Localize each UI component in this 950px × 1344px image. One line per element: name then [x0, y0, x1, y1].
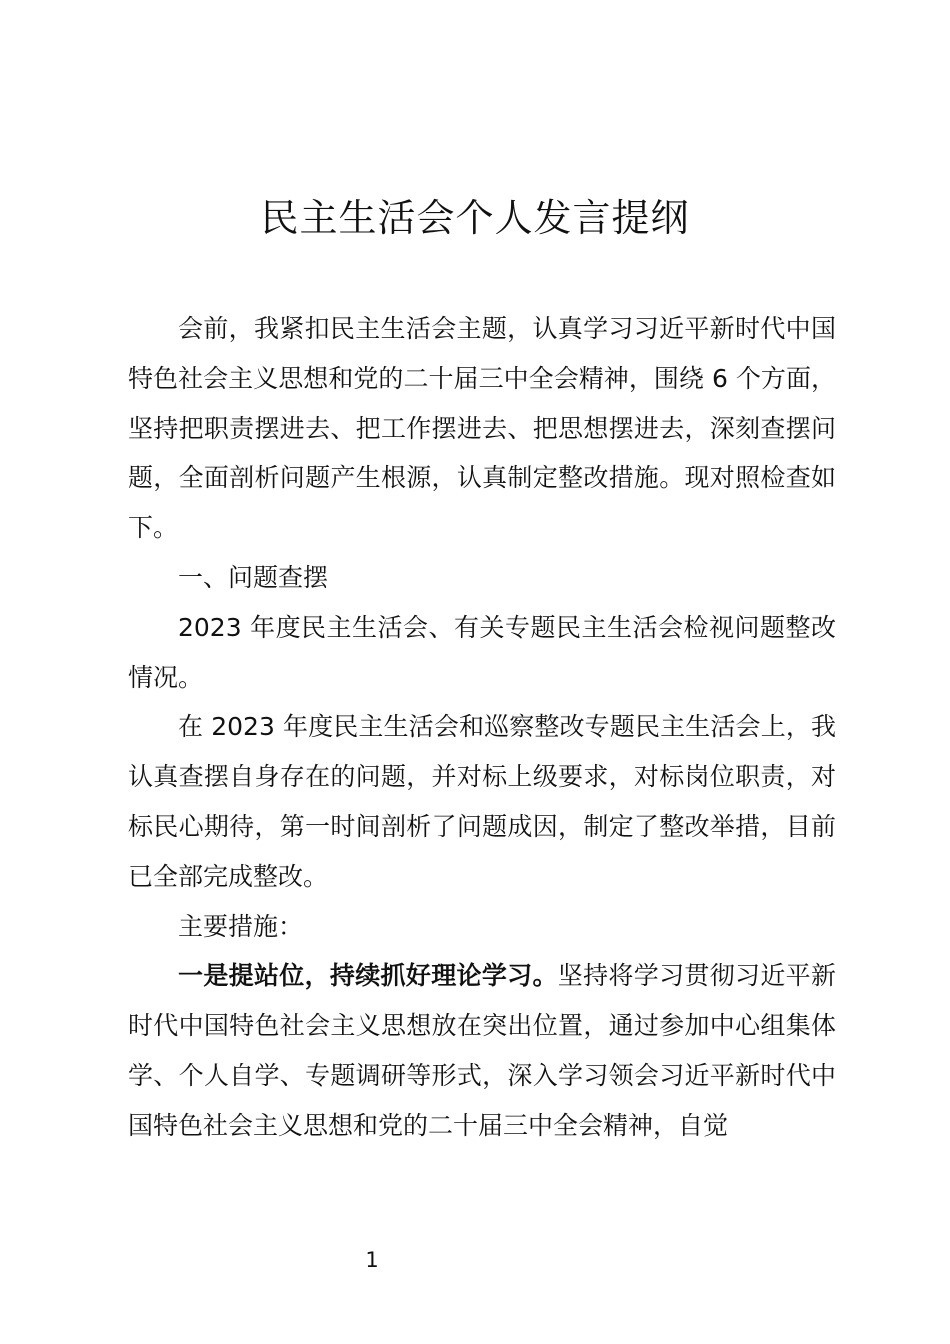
page-number: 1 [365, 1248, 379, 1272]
measure-paragraph [128, 951, 836, 1150]
intro-paragraph: 会前，我紧扣民主生活会主题，认真学习习近平新时代中国特色社会主义思想和党的二十届三中全会精神，围绕 6 个方面，坚持把职责摆进去、把工作摆进去、把思想摆进去，深刻查摆问题，全面剖析问题产生根源，认真制定整改措施。现对照检查如下。 [128, 314, 836, 543]
measure-text: 坚持将学习贯彻习近平新时代中国特色社会主义思想放在突出位置，通过参加中心组集体学、个人自学、专题调研等形式，深入学习领会习近平新时代中国特色社会主义思想和党的二十届三中全会精神，自觉 [128, 961, 836, 1140]
document-body [128, 304, 836, 1151]
measure-lead-bold: 一是提站位，持续抓好理论学习。 [178, 961, 558, 991]
measures-heading: 主要措施： [178, 911, 304, 941]
page-title: 民主生活会个人发言提纲 [260, 196, 690, 240]
review-paragraph: 在 2023 年度民主生活会和巡察整改专题民主生活会上，我认真查摆自身存在的问题，并对标上级要求，对标岗位职责，对标民心期待，第一时间剖析了问题成因，制定了整改举措，目前已全部完成整改。 [128, 712, 836, 891]
review-item-heading: 2023 年度民主生活会、有关专题民主生活会检视问题整改情况。 [128, 612, 836, 692]
section-heading: 一、问题查摆 [178, 562, 329, 592]
